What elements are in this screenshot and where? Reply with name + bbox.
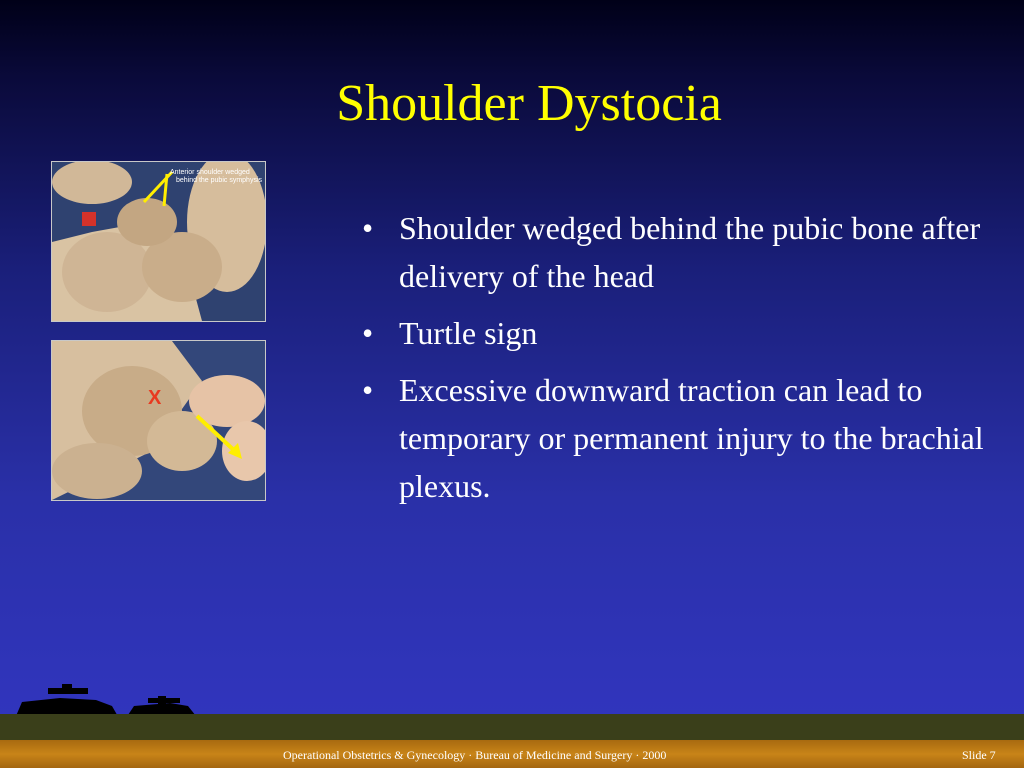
slide-number: Slide 7 xyxy=(962,748,996,762)
photo1-caption-line2: behind the pubic symphysis xyxy=(176,177,262,184)
downward-traction-photo xyxy=(51,340,266,501)
footer-text: Operational Obstetrics & Gynecology · Bureau of Medicine and Surgery · 2000 xyxy=(283,748,667,762)
shoulder-wedged-photo xyxy=(51,161,266,322)
bullet-item-2: • Turtle sign xyxy=(362,309,1012,357)
slide-title: Shoulder Dystocia xyxy=(336,75,722,132)
bullet-item-1: • Shoulder wedged behind the pubic bone after delivery of the head xyxy=(362,204,1012,300)
ground-strip xyxy=(0,714,1024,740)
bullet-list xyxy=(362,204,1012,519)
photo1-caption: Anterior shoulder wedged xyxy=(170,169,250,176)
bullet-item-3: • Excessive downward traction can lead to temporary or permanent injury to the brachial plexus. xyxy=(362,366,1012,510)
x-mark: X xyxy=(148,387,162,409)
